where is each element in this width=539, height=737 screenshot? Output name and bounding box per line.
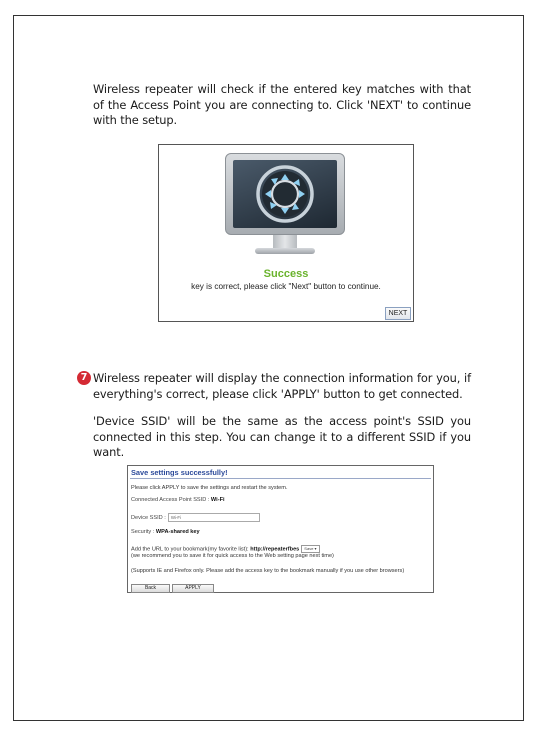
security-row <box>131 529 200 535</box>
device-ssid-input[interactable]: Wi-Fi <box>168 513 260 522</box>
back-button[interactable]: Back <box>131 584 170 593</box>
settings-panel <box>127 465 434 593</box>
success-message: key is correct, please click "Next" button to continue. <box>191 282 381 291</box>
success-panel <box>158 144 414 322</box>
bookmark-row <box>131 545 320 553</box>
step-number-badge: 7 <box>77 371 91 385</box>
security-value: WPA-shared key <box>155 529 200 535</box>
connected-ap-value: Wi-Fi <box>210 497 225 503</box>
bookmark-select[interactable] <box>301 545 319 553</box>
settings-title: Save settings successfully! <box>131 468 228 477</box>
title-divider <box>130 478 431 479</box>
security-label: Security : <box>131 529 155 535</box>
recommend-text: (we recommend you to save it for quick access to the Web setting page next time) <box>131 553 334 559</box>
bookmark-select-value: Save <box>304 546 314 551</box>
chevron-down-icon: ▾ <box>314 546 317 551</box>
loading-ring-icon <box>233 160 337 228</box>
intro-paragraph: Wireless repeater will check if the entered key matches with that of the Access Point you are connecting to. Click 'NEXT' to continue with the setup. <box>93 82 471 127</box>
monitor-neck <box>273 235 297 249</box>
monitor-icon <box>225 153 345 235</box>
monitor-screen <box>233 160 337 228</box>
next-button[interactable]: NEXT <box>385 307 411 320</box>
apply-button[interactable]: APPLY <box>172 584 214 593</box>
bookmark-label: Add the URL to your bookmark(my favorite list): <box>131 546 249 553</box>
step7-paragraph: Wireless repeater will display the connection information for you, if everything's correct, please click 'APPLY' button to get connected. <box>93 371 471 401</box>
device-ssid-label: Device SSID : <box>131 514 166 521</box>
connected-ap-label: Connected Access Point SSID : <box>131 497 210 503</box>
settings-instruction: Please click APPLY to save the settings and restart the system. <box>131 485 288 491</box>
monitor-base <box>255 248 315 254</box>
device-ssid-row <box>131 513 260 522</box>
connected-ap-row <box>131 497 225 503</box>
step7-note: 'Device SSID' will be the same as the access point's SSID you connected in this step. You can change it to a different SSID if you want. <box>93 414 471 459</box>
supports-text: (Supports IE and Firefox only. Please add the access key to the bookmark manually if you use other browsers) <box>131 568 405 574</box>
bookmark-url: http://repeaterfbes <box>250 546 300 553</box>
success-title: Success <box>263 268 309 280</box>
